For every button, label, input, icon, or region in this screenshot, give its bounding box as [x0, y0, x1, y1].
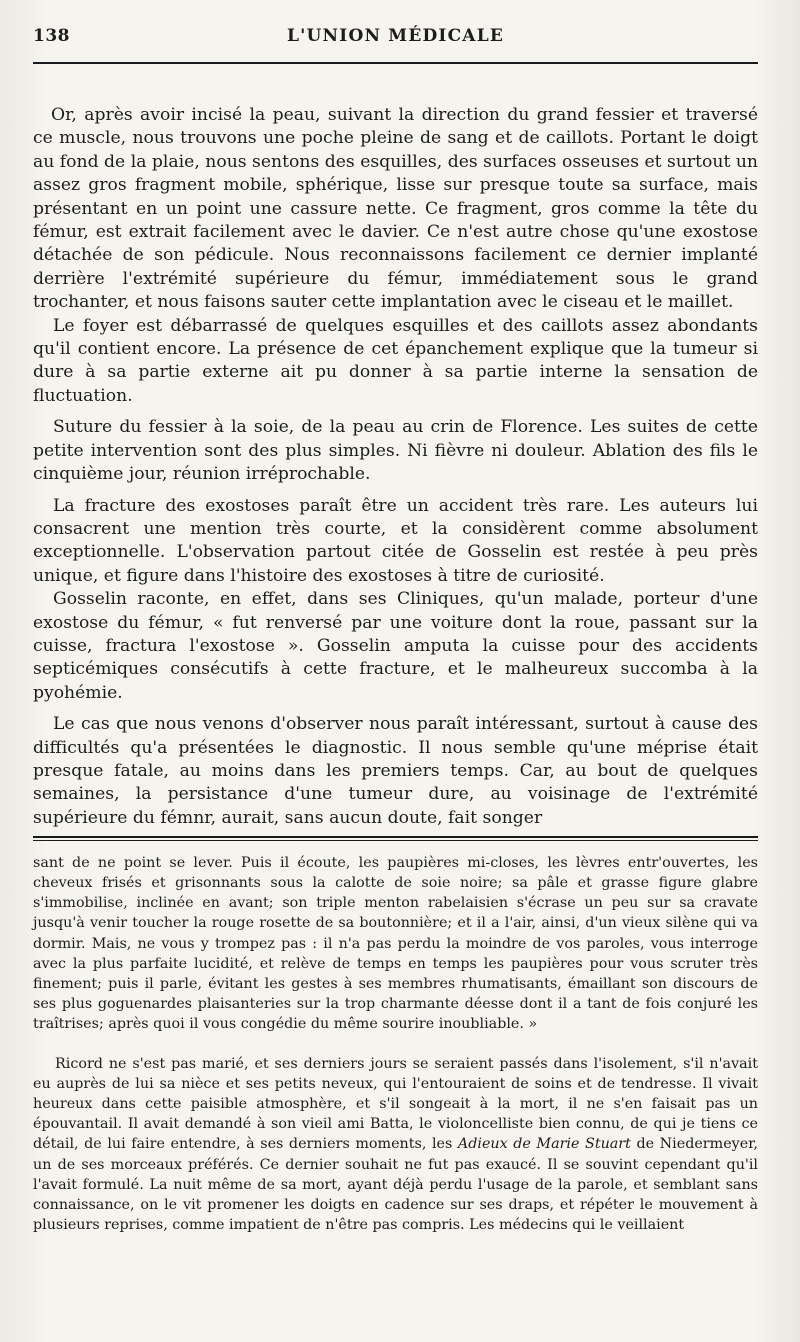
footnote-divider [33, 836, 758, 841]
footnote-ricord-last-days [33, 1054, 758, 1235]
running-title: L'UNION MÉDICALE [286, 26, 505, 46]
footnote-text-part: de Niedermeyer, un de ses morceaux préférés. Ce dernier souhait ne fut pas exaucé. Il se souvint cependant qu'il l'avait formulé. La nuit même de sa mort, ayant déjà perdu l'usage de la parole, et semblant sans connaissance, on le vit promener les doigts en cadence sur ses draps, et répéter le mouvement à plusieurs reprises, comme impatient de n'être pas compris. Les médecins qui le veillaient [33, 1136, 759, 1233]
paragraph-gosselin: Gosselin raconte, en effet, dans ses Cliniques, qu'un malade, porteur d'une exostose du fémur, « fut renversé par une voiture dont la roue, passant sur la cuisse, fractura l'exostose ». Gosselin amputa la cuisse pour des accidents septicémiques consécutifs à cette fracture, et le malheureux succomba à la pyohémie. [33, 589, 758, 703]
main-text [33, 104, 758, 830]
page-number: 138 [33, 26, 70, 46]
footnotes [33, 853, 758, 1235]
page-header [33, 26, 758, 64]
footnote-text-part: Ricord ne s'est pas marié, et ses derniers jours se seraient passés dans l'isolement, s'il n'avait eu auprès de lui sa nièce et ses petits neveux, qui l'entouraient de soins et de tendresse. Il vivait heureux dans cette paisible atmosphère, et s'il songeait à la mort, il ne s'en faisait pas un épouvantail. Il avait demandé à son vieil ami Batta, le violoncelliste bien connu, de qui je tiens ce détail, de lui faire entendre, à ses derniers moments, les [33, 1056, 758, 1153]
paragraph-suture: Suture du fessier à la soie, de la peau au crin de Florence. Les suites de cette petite intervention sont des plus simples. Ni fièvre ni douleur. Ablation des fils le cinquième jour, réunion irréprochable. [33, 417, 758, 485]
footnote-ricord-portrait: sant de ne point se lever. Puis il écoute, les paupières mi-closes, les lèvres entr'ouvertes, les cheveux frisés et grisonnants sous la calotte de soie noire; sa pâle et grasse figure glabre s'immobilise, inclinée en avant; son triple menton rabelaisien s'écrase un peu sur sa cravate jusqu'à venir toucher la rouge rosette de sa boutonnière; et il a l'air, ainsi, d'un vieux silène qui va dormir. Mais, ne vous y trompez pas : il n'a pas perdu la moindre de vos paroles, vous interroge avec la plus parfaite lucidité, et relève de temps en temps les paupières pour vous scruter très finement; puis il parle, évitant les gestes à ses membres rhumatisants, émaillant son discours de ses plus goguenardes plaisanteries sur la trop charmante déesse dont il a tant de fois conjuré les traîtrises; après quoi il vous congédie du même sourire inoubliable. » [33, 855, 758, 1032]
paragraph-foyer: Le foyer est débarrassé de quelques esquilles et des caillots assez abondants qu'il contient encore. La présence de cet épanchement explique que la tumeur si dure à sa partie externe ait pu donner à sa partie interne la sensation de fluctuation. [33, 315, 758, 406]
paragraph-fracture-rarity: La fracture des exostoses paraît être un accident très rare. Les auteurs lui consacrent une mention très courte, et la considèrent comme absolument exceptionnelle. L'observation partout citée de Gosselin est restée à peu près unique, et figure dans l'histoire des exostoses à titre de curiosité. [33, 495, 758, 586]
paragraph-operation: Or, après avoir incisé la peau, suivant la direction du grand fessier et traversé ce muscle, nous trouvons une poche pleine de sang et de caillots. Portant le doigt au fond de la plaie, nous sentons des esquilles, des surfaces osseuses et surtout un assez gros fragment mobile, sphérique, lisse sur presque toute sa surface, mais présentant en un point une cassure nette. Ce fragment, gros comme la tête du fémur, est extrait facilement avec le davier. Ce n'est autre chose qu'une exostose détachée de son pédicule. Nous reconnaissons facilement ce dernier implanté derrière l'extrémité supérieure du fémur, immédiatement sous le grand trochanter, et nous faisons sauter cette implantation avec le ciseau et le maillet. [33, 105, 758, 313]
footnote-work-title: Adieux de Marie Stuart [457, 1136, 631, 1153]
paragraph-diagnosis: Le cas que nous venons d'observer nous paraît intéressant, surtout à cause des difficultés qu'a présentées le diagnostic. Il nous semble qu'une méprise était presque fatale, au moins dans les premiers temps. Car, au bout de quelques semaines, la persistance d'une tumeur dure, au voisinage de l'extrémité supérieure du fémnr, aurait, sans aucun doute, fait songer [33, 714, 758, 828]
